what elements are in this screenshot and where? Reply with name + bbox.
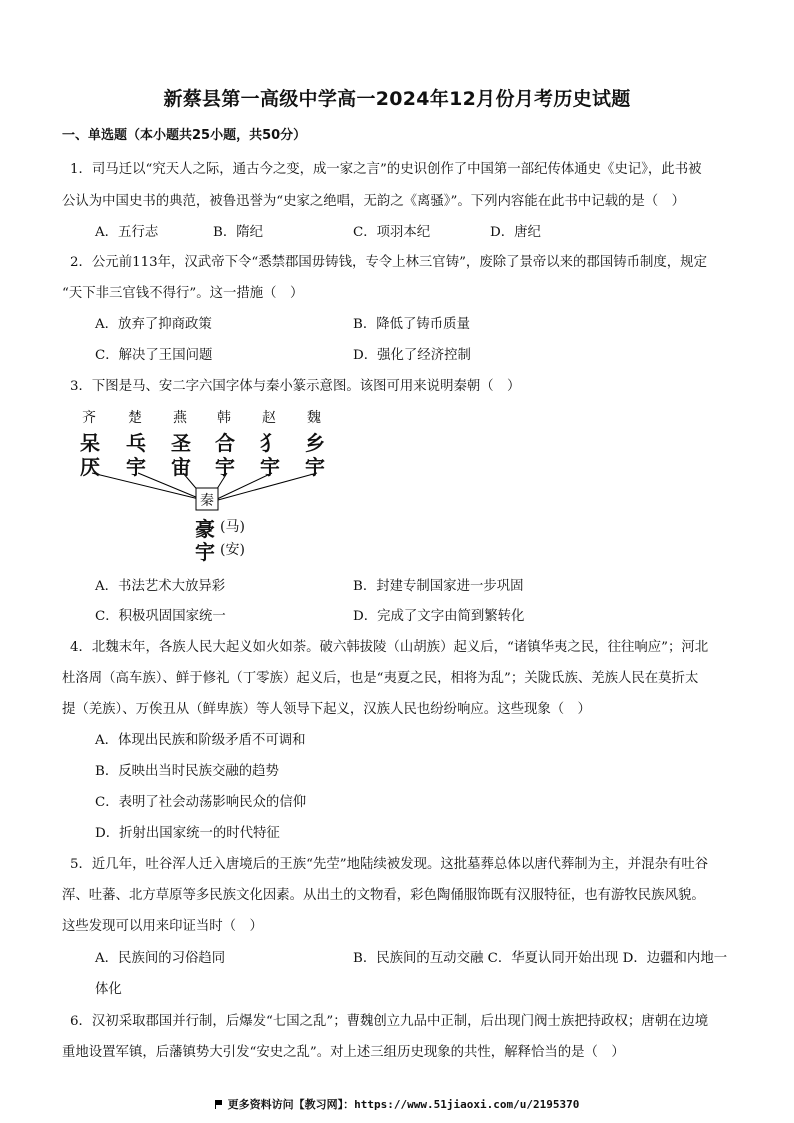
state-label-zhao: 赵 xyxy=(262,410,276,426)
ma-caption: (马) xyxy=(220,519,245,535)
q5-line2: 浑、吐蕃、北方草原等多民族文化因素。从出土的文物看，彩色陶俑服饰既有汉服特征，也有游牧民族风貌。 xyxy=(62,888,705,903)
q3-option-d: D．完成了文字由简到繁转化 xyxy=(353,609,525,624)
q5-option-d-continued: 体化 xyxy=(95,982,122,997)
q4-option-d: D．折射出国家统一的时代特征 xyxy=(95,826,280,841)
q3-option-c: C．积极巩固国家统一 xyxy=(95,609,226,624)
an-glyph-zhao: 宇 xyxy=(260,455,280,479)
q1-option-d: D．唐纪 xyxy=(490,225,541,240)
q2-line2: “天下非三官钱不得行”。这一措施（ ） xyxy=(62,286,304,301)
q1-line1: 1．司马迁以“究天人之际，通古今之变，成一家之言”的史识创作了中国第一部纪传体通史《史记》，此书被 xyxy=(70,162,702,177)
section-heading: 一、单选题（本小题共25小题，共50分） xyxy=(62,128,307,143)
qin-label: 秦 xyxy=(200,493,214,509)
an-glyph-chu: 宇 xyxy=(126,455,146,479)
q5-option-a: A．民族间的习俗趋同 xyxy=(95,951,226,966)
q4-line3: 提（羌族）、万俟丑从（鲜卑族）等人领导下起义，汉族人民也纷纷响应。这些现象（ ） xyxy=(62,702,591,717)
an-glyph-yan: 宙 xyxy=(171,455,191,479)
q5-options-bcd: B．民族间的互动交融 C．华夏认同开始出现 D．边疆和内地一 xyxy=(353,951,728,966)
q6-line2: 重地设置军镇，后藩镇势大引发“安史之乱”。对上述三组历史现象的共性，解释恰当的是（ ） xyxy=(62,1045,625,1060)
q5-line3: 这些发现可以用来印证当时（ ） xyxy=(62,919,263,934)
q5-line1: 5．近几年，吐谷浑人迁入唐境后的王族“先茔”地陆续被发现。这批墓葬总体以唐代葬制为主，并混杂有吐谷 xyxy=(70,857,709,872)
q1-option-c: C．项羽本纪 xyxy=(353,225,431,240)
q3-option-b: B．封建专制国家进一步巩固 xyxy=(353,579,524,594)
q2-option-b: B．降低了铸币质量 xyxy=(353,317,470,332)
q6-line1: 6．汉初采取郡国并行制，后爆发“七国之乱”；曹魏创立九品中正制，后出现门阀士族把持政权；唐朝在边境 xyxy=(70,1014,709,1029)
ma-glyph-zhao: 犭 xyxy=(260,431,280,455)
an-glyph-han: 宇 xyxy=(215,455,235,479)
qin-ma-glyph: 豪 xyxy=(195,517,215,541)
q4-option-c: C．表明了社会动荡影响民众的信仰 xyxy=(95,795,307,810)
q1-line2: 公认为中国史书的典范，被鲁迅誉为“史家之绝唱，无韵之《离骚》”。下列内容能在此书中记载的是（ ） xyxy=(62,194,685,209)
script-diagram xyxy=(70,405,370,565)
q2-option-a: A．放弃了抑商政策 xyxy=(95,317,212,332)
q2-line1: 2．公元前113年，汉武帝下令“悉禁郡国毋铸钱，专令上林三官铸”，废除了景帝以来的郡国铸币制度，规定 xyxy=(70,255,707,270)
q1-option-b: B．隋纪 xyxy=(213,225,264,240)
flag-icon xyxy=(215,1100,224,1109)
q2-option-d: D．强化了经济控制 xyxy=(353,348,471,363)
ma-glyph-yan: 圣 xyxy=(171,431,191,455)
page-title: 新蔡县第一高级中学高一2024年12月份月考历史试题 xyxy=(163,88,631,110)
state-label-chu: 楚 xyxy=(128,410,142,426)
q2-option-c: C．解决了王国问题 xyxy=(95,348,213,363)
state-label-qi: 齐 xyxy=(82,410,96,426)
an-glyph-qi: 厌 xyxy=(80,455,100,479)
q1-option-a: A．五行志 xyxy=(95,225,159,240)
q3-line1: 3．下图是马、安二字六国字体与秦小篆示意图。该图可用来说明秦朝（ ） xyxy=(70,379,521,394)
state-label-han: 韩 xyxy=(217,410,231,426)
ma-glyph-qi: 呆 xyxy=(80,431,100,455)
ma-glyph-wei: 乡 xyxy=(305,431,325,455)
footer xyxy=(0,1096,794,1112)
qin-an-glyph: 宇 xyxy=(195,540,215,564)
an-caption: (安) xyxy=(220,542,245,558)
ma-glyph-chu: 乓 xyxy=(126,431,146,455)
an-glyph-wei: 宇 xyxy=(305,455,325,479)
q3-option-a: A．书法艺术大放异彩 xyxy=(95,579,226,594)
q4-option-b: B．反映出当时民族交融的趋势 xyxy=(95,764,279,779)
state-label-wei: 魏 xyxy=(307,410,321,426)
q4-line1: 4．北魏末年，各族人民大起义如火如荼。破六韩拔陵（山胡族）起义后，“诸镇华夷之民，往往响应”；河北 xyxy=(70,640,709,655)
q4-option-a: A．体现出民族和阶级矛盾不可调和 xyxy=(95,733,306,748)
ma-glyph-han: 合 xyxy=(215,431,235,455)
footer-link[interactable]: 更多资料访问【教习网】：https://www.51jiaoxi.com/u/2195370 xyxy=(227,1098,580,1111)
state-label-yan: 燕 xyxy=(173,410,187,426)
q4-line2: 杜洛周（高车族）、鲜于修礼（丁零族）起义后，也是“夷夏之民，相将为乱”；关陇氐族、羌族人民在莫折太 xyxy=(62,671,699,686)
